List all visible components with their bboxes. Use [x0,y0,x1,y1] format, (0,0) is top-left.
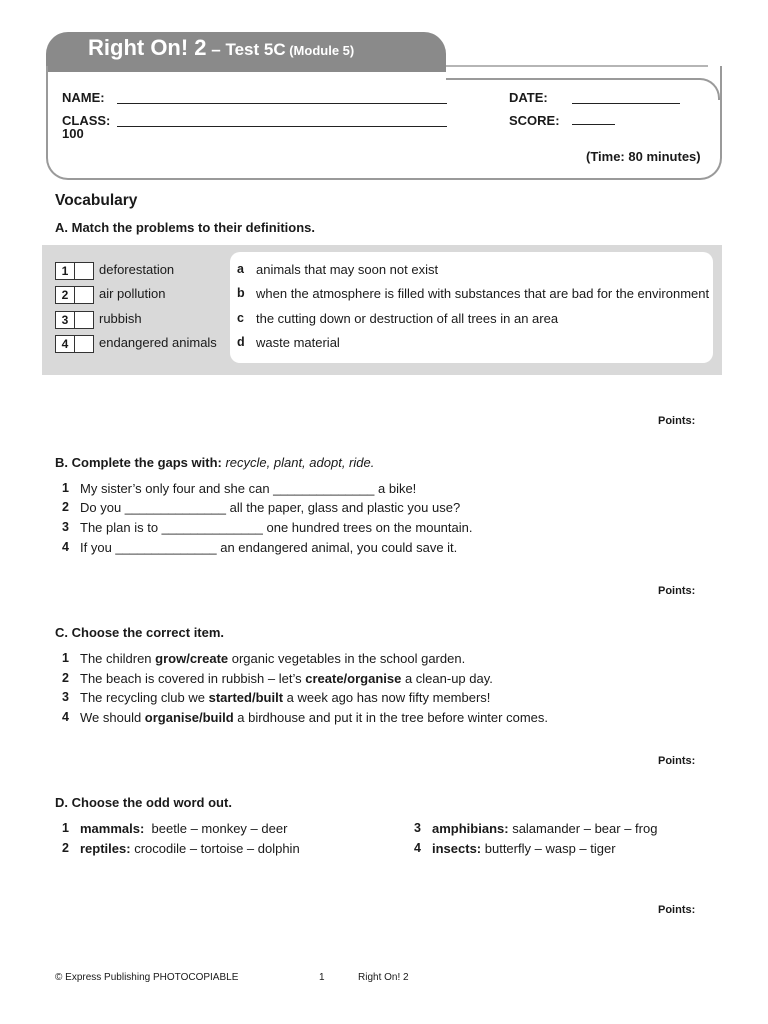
item-number: 1 [62,821,69,835]
part-c-points: Points: [658,755,696,767]
class-label: CLASS: [62,113,111,128]
footer-book-title: Right On! 2 [358,972,409,983]
date-field[interactable] [572,103,680,104]
class-field[interactable] [117,126,447,127]
item-text: My sister’s only four and she can ______________ a bike! [80,481,417,496]
item-text [80,710,548,725]
item-number: 2 [62,841,69,855]
item-number: 4 [62,540,69,554]
item-number: 4 [62,710,69,724]
item-text [432,821,657,836]
item-choice[interactable]: organise/build [144,710,234,725]
item-choice[interactable]: grow/create [155,651,229,666]
category-label: reptiles: [80,841,131,856]
item-number: 2 [55,286,75,304]
item-number: 3 [62,690,69,704]
item-text [80,821,287,836]
word-options: beetle – monkey – deer [144,821,288,836]
category-label: amphibians: [432,821,509,836]
definition-letter: d [237,335,245,349]
item-text-end: organic vegetables in the school garden. [228,651,466,666]
item-text [80,841,300,856]
item-number: 4 [414,841,421,855]
item-text: Do you ______________ all the paper, glass and plastic you use? [80,500,461,515]
problem-text: rubbish [99,311,142,326]
info-box-top [446,78,720,100]
word-options: butterfly – wasp – tiger [481,841,616,856]
item-number: 2 [62,500,69,514]
problem-text: deforestation [99,262,175,277]
item-text [80,690,490,705]
answer-box[interactable] [74,262,94,280]
item-text [80,671,493,686]
date-label: DATE: [509,90,548,105]
problem-text: endangered animals [99,335,217,350]
item-number: 3 [414,821,421,835]
part-b-points: Points: [658,585,696,597]
part-d-points: Points: [658,904,696,916]
item-text [432,841,616,856]
answer-box[interactable] [74,286,94,304]
definition-text: the cutting down or destruction of all trees in an area [256,311,559,326]
item-text-start: The children [80,651,156,666]
item-number: 1 [62,651,69,665]
score-total: 100 [62,126,84,141]
item-text-start: We should [80,710,145,725]
item-number: 2 [62,671,69,685]
item-choice[interactable]: started/built [208,690,284,705]
part-b-word-list: recycle, plant, adopt, ride. [225,455,375,470]
title-module: (Module 5) [285,43,355,58]
item-text: If you ______________ an endangered animal, you could save it. [80,540,458,555]
item-text-start: The beach is covered in rubbish – let’s [80,671,306,686]
definition-text: animals that may soon not exist [256,262,439,277]
title-test: – Test 5C [206,40,286,59]
item-text-end: a week ago has now fifty members! [283,690,491,705]
page-title [88,35,354,61]
category-label: mammals: [80,821,145,836]
definition-text: waste material [256,335,340,350]
item-choice[interactable]: create/organise [305,671,402,686]
definition-letter: b [237,286,245,300]
item-text [80,651,465,666]
score-field[interactable] [572,124,615,125]
definition-text: when the atmosphere is filled with substances that are bad for the environment [256,286,710,301]
part-a-heading: A. Match the problems to their definitions. [55,220,316,235]
item-number: 1 [55,262,75,280]
time-limit: (Time: 80 minutes) [586,149,701,164]
name-label: NAME: [62,90,105,105]
footer-copyright: © Express Publishing PHOTOCOPIABLE [55,972,239,983]
item-text-start: The recycling club we [80,690,209,705]
item-text: The plan is to ______________ one hundred trees on the mountain. [80,520,473,535]
score-label: SCORE: [509,113,560,128]
part-a-points: Points: [658,415,696,427]
item-number: 1 [62,481,69,495]
section-title: Vocabulary [55,192,138,209]
answer-box[interactable] [74,335,94,353]
footer-page-number: 1 [319,972,325,983]
word-options: crocodile – tortoise – dolphin [130,841,300,856]
part-c-heading: C. Choose the correct item. [55,625,225,640]
definition-letter: c [237,311,244,325]
item-number: 3 [62,520,69,534]
problem-text: air pollution [99,286,166,301]
answer-box[interactable] [74,311,94,329]
item-number: 4 [55,335,75,353]
part-b-heading [55,455,374,470]
item-text-end: a clean-up day. [401,671,493,686]
category-label: insects: [432,841,482,856]
item-number: 3 [55,311,75,329]
title-main: Right On! 2 [88,35,207,60]
name-field[interactable] [117,103,447,104]
item-text-end: a birdhouse and put it in the tree before winter comes. [233,710,548,725]
definition-letter: a [237,262,244,276]
part-d-heading: D. Choose the odd word out. [55,795,232,810]
part-b-heading-text: B. Complete the gaps with: [55,455,226,470]
word-options: salamander – bear – frog [508,821,658,836]
